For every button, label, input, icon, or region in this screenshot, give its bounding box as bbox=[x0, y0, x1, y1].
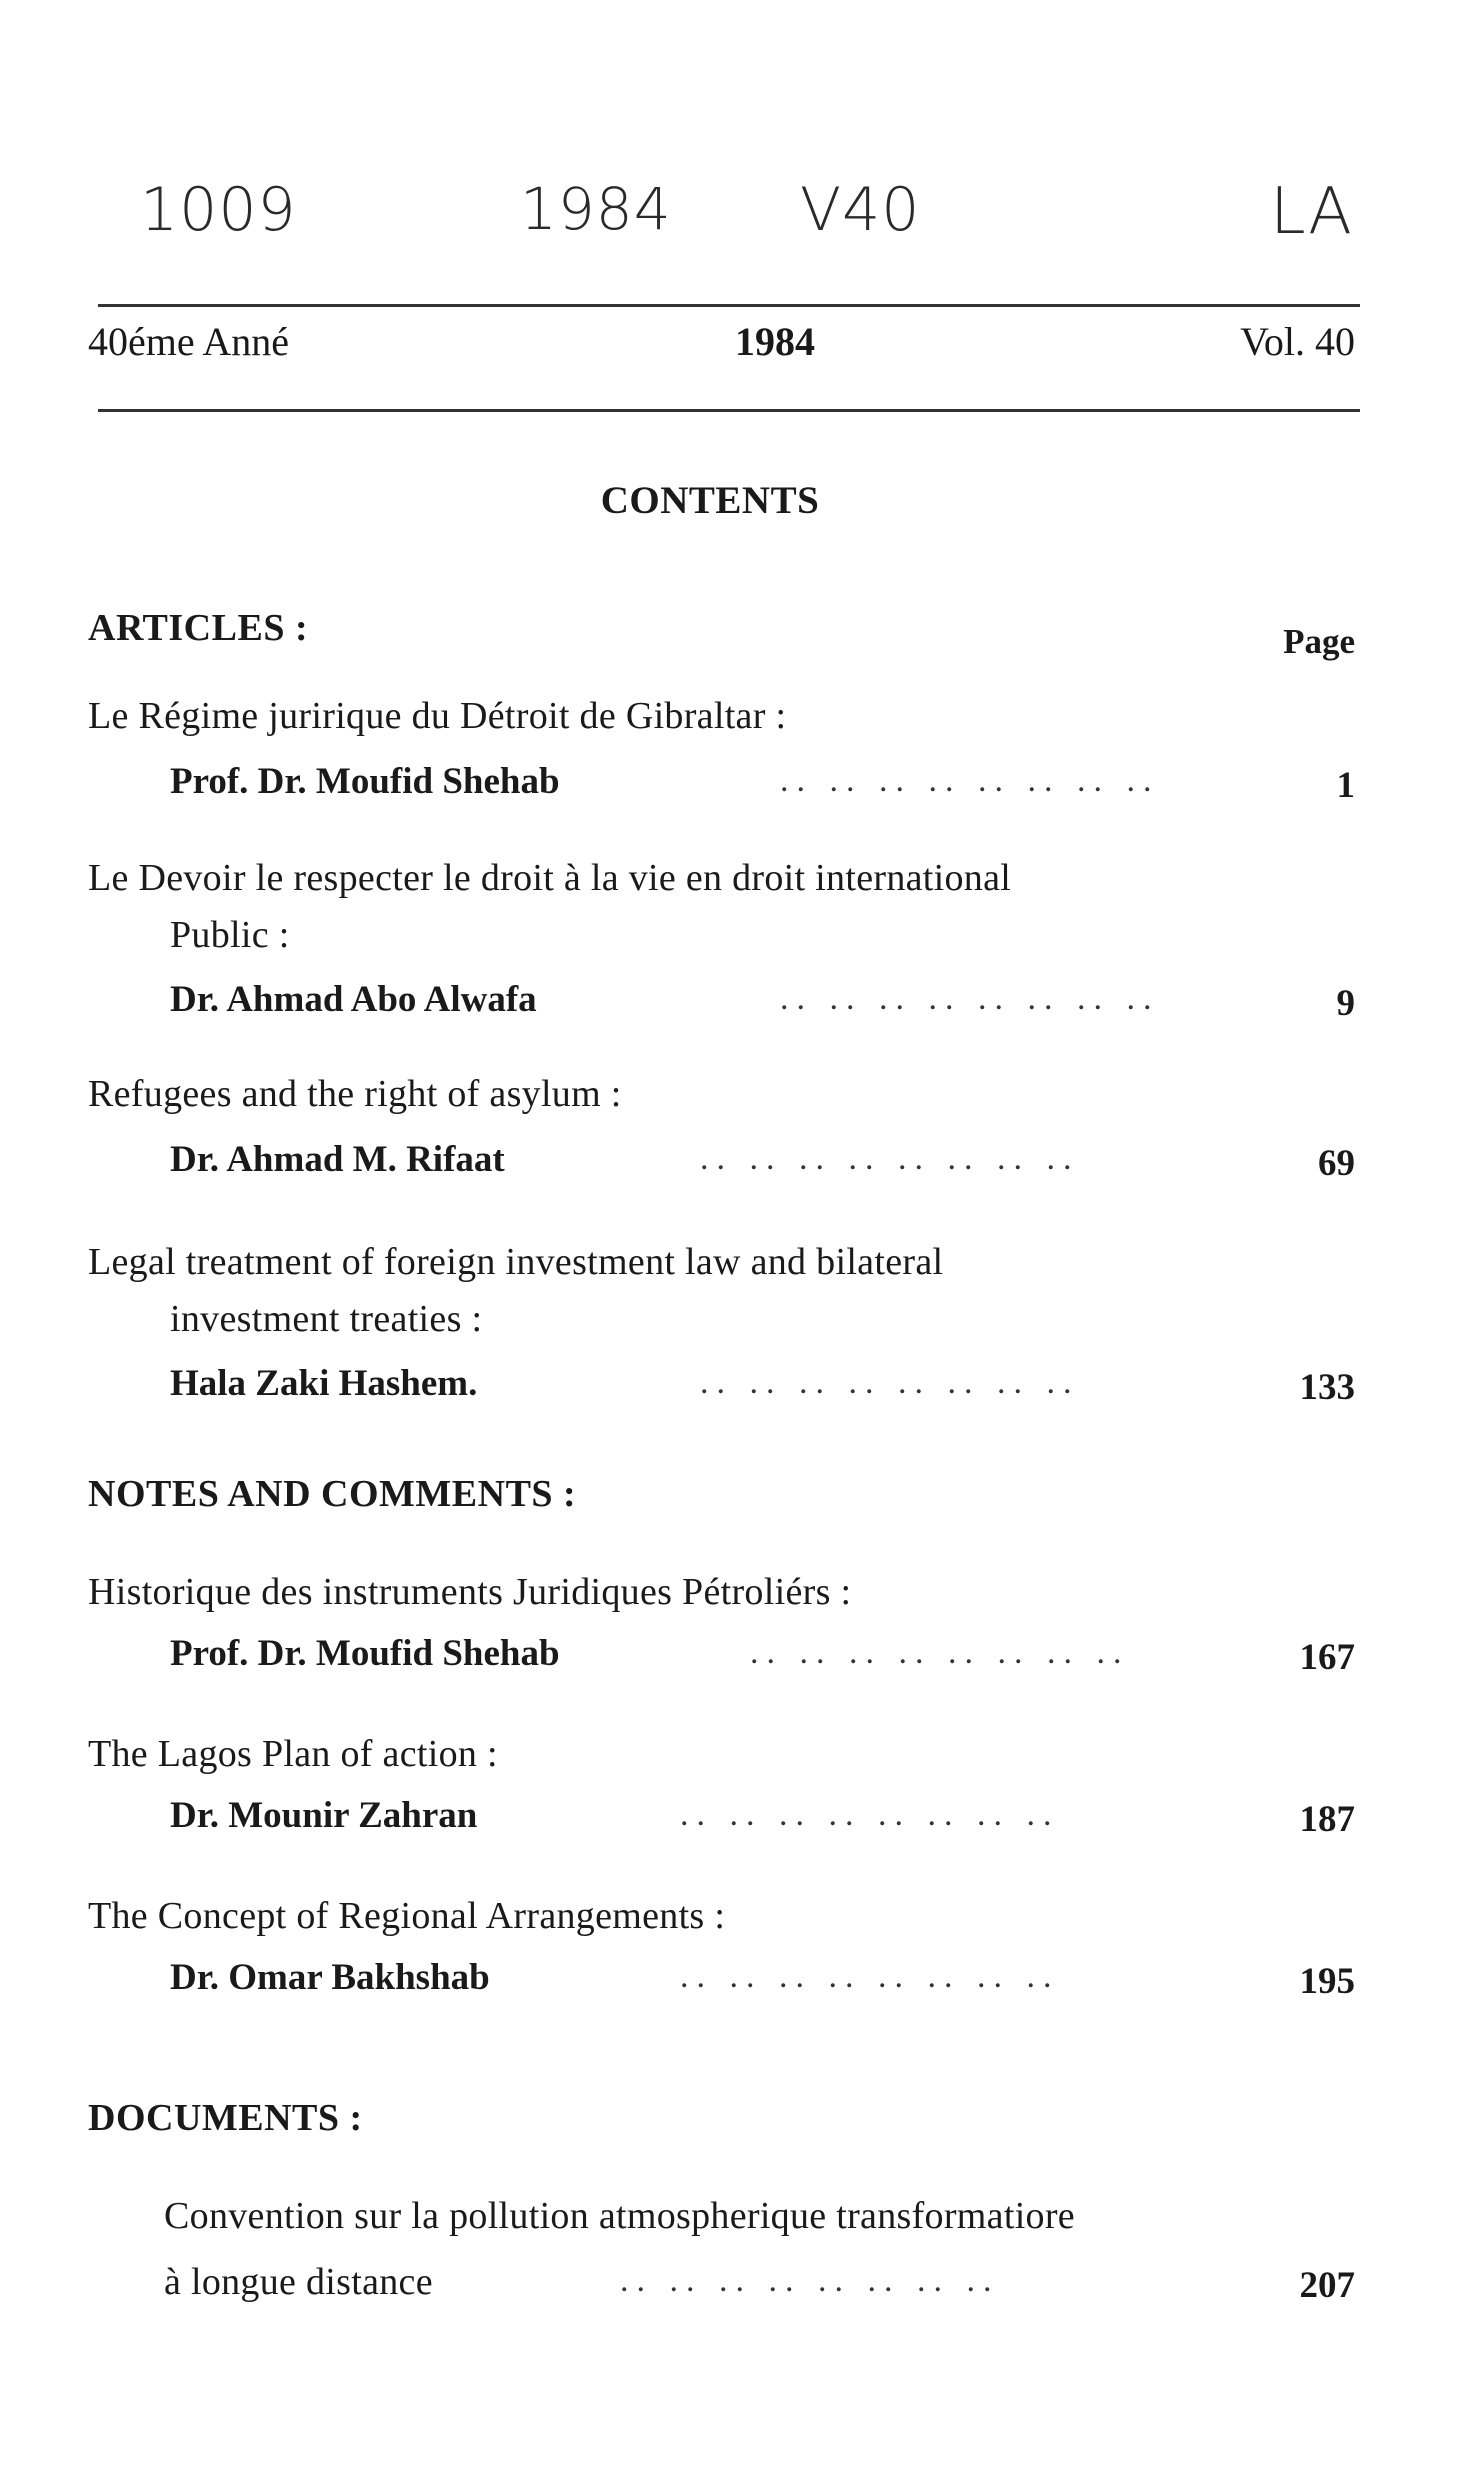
handwritten-mark: 1009 bbox=[140, 175, 297, 245]
toc-entry-title bbox=[88, 1564, 1248, 1621]
toc-entry-author: Dr. Ahmad Abo Alwafa bbox=[170, 979, 537, 1020]
header-volume: Vol. 40 bbox=[1240, 319, 1355, 364]
toc-entry-page: 9 bbox=[1336, 983, 1355, 1024]
toc-entry-author: Prof. Dr. Moufid Shehab bbox=[170, 1633, 560, 1674]
toc-entry-title-line: à longue distance bbox=[164, 2261, 433, 2303]
toc-entry-page: 195 bbox=[1299, 1961, 1355, 2002]
dot-leader: .. .. .. .. .. .. .. .. bbox=[700, 1140, 1080, 1177]
handwritten-mark: LA bbox=[1270, 175, 1353, 249]
dot-leader: .. .. .. .. .. .. .. .. bbox=[620, 2262, 1000, 2299]
toc-entry-author: Dr. Mounir Zahran bbox=[170, 1795, 478, 1836]
toc-entry-title-line: Le Régime juririque du Détroit de Gibraltar : bbox=[88, 695, 787, 737]
dot-leader: .. .. .. .. .. .. .. .. bbox=[780, 762, 1160, 799]
toc-entry-title-line: Legal treatment of foreign investment law and bilateral bbox=[88, 1241, 944, 1283]
toc-entry-title-line: The Lagos Plan of action : bbox=[88, 1733, 498, 1775]
toc-entry-title-line: Public : bbox=[170, 914, 290, 956]
toc-entry-title bbox=[88, 688, 1248, 745]
header-top-rule bbox=[98, 304, 1360, 307]
toc-entry-page: 187 bbox=[1299, 1799, 1355, 1840]
toc-entry-title bbox=[88, 850, 1248, 964]
toc-entry-title-line: Refugees and the right of asylum : bbox=[88, 1073, 622, 1115]
header-year: 1984 bbox=[735, 319, 815, 364]
header-year-label: 40éme Anné bbox=[88, 319, 290, 364]
dot-leader: .. .. .. .. .. .. .. .. bbox=[780, 980, 1160, 1017]
toc-entry-page: 1 bbox=[1336, 765, 1355, 806]
section-heading-articles: ARTICLES : bbox=[88, 607, 309, 649]
toc-entry-title bbox=[88, 1234, 1248, 1348]
toc-entry-author: Hala Zaki Hashem. bbox=[170, 1363, 478, 1404]
toc-entry-author: Dr. Ahmad M. Rifaat bbox=[170, 1139, 505, 1180]
toc-entry-page: 207 bbox=[1299, 2265, 1355, 2306]
toc-entry-title-line: investment treaties : bbox=[170, 1298, 483, 1340]
handwritten-mark: 1984 bbox=[520, 175, 672, 243]
dot-leader: .. .. .. .. .. .. .. .. bbox=[750, 1634, 1130, 1671]
page-title: CONTENTS bbox=[600, 479, 820, 522]
toc-entry-title-line: Convention sur la pollution atmospherique transformatiore bbox=[164, 2195, 1075, 2237]
section-heading-documents: DOCUMENTS : bbox=[88, 2097, 363, 2139]
toc-entry-title bbox=[88, 1066, 1248, 1123]
toc-entry-page: 69 bbox=[1318, 1143, 1355, 1184]
handwritten-mark: V40 bbox=[800, 175, 921, 245]
page-column-label: Page bbox=[1283, 622, 1355, 661]
toc-entry-title-line: The Concept of Regional Arrangements : bbox=[88, 1895, 726, 1937]
dot-leader: .. .. .. .. .. .. .. .. bbox=[700, 1364, 1080, 1401]
toc-entry-title bbox=[88, 1726, 1248, 1783]
dot-leader: .. .. .. .. .. .. .. .. bbox=[680, 1958, 1060, 1995]
toc-entry-author: Dr. Omar Bakhshab bbox=[170, 1957, 490, 1998]
toc-entry-title bbox=[164, 2188, 1324, 2245]
toc-entry-author: Prof. Dr. Moufid Shehab bbox=[170, 761, 560, 802]
header-bottom-rule bbox=[98, 409, 1360, 412]
toc-entry-page: 133 bbox=[1299, 1367, 1355, 1408]
toc-entry-title-line: Historique des instruments Juridiques Pétroliérs : bbox=[88, 1571, 852, 1613]
toc-entry-page: 167 bbox=[1299, 1637, 1355, 1678]
toc-entry-title bbox=[88, 1888, 1248, 1945]
toc-entry-title-line: Le Devoir le respecter le droit à la vie en droit international bbox=[88, 857, 1012, 899]
section-heading-notes: NOTES AND COMMENTS : bbox=[88, 1473, 577, 1515]
dot-leader: .. .. .. .. .. .. .. .. bbox=[680, 1796, 1060, 1833]
